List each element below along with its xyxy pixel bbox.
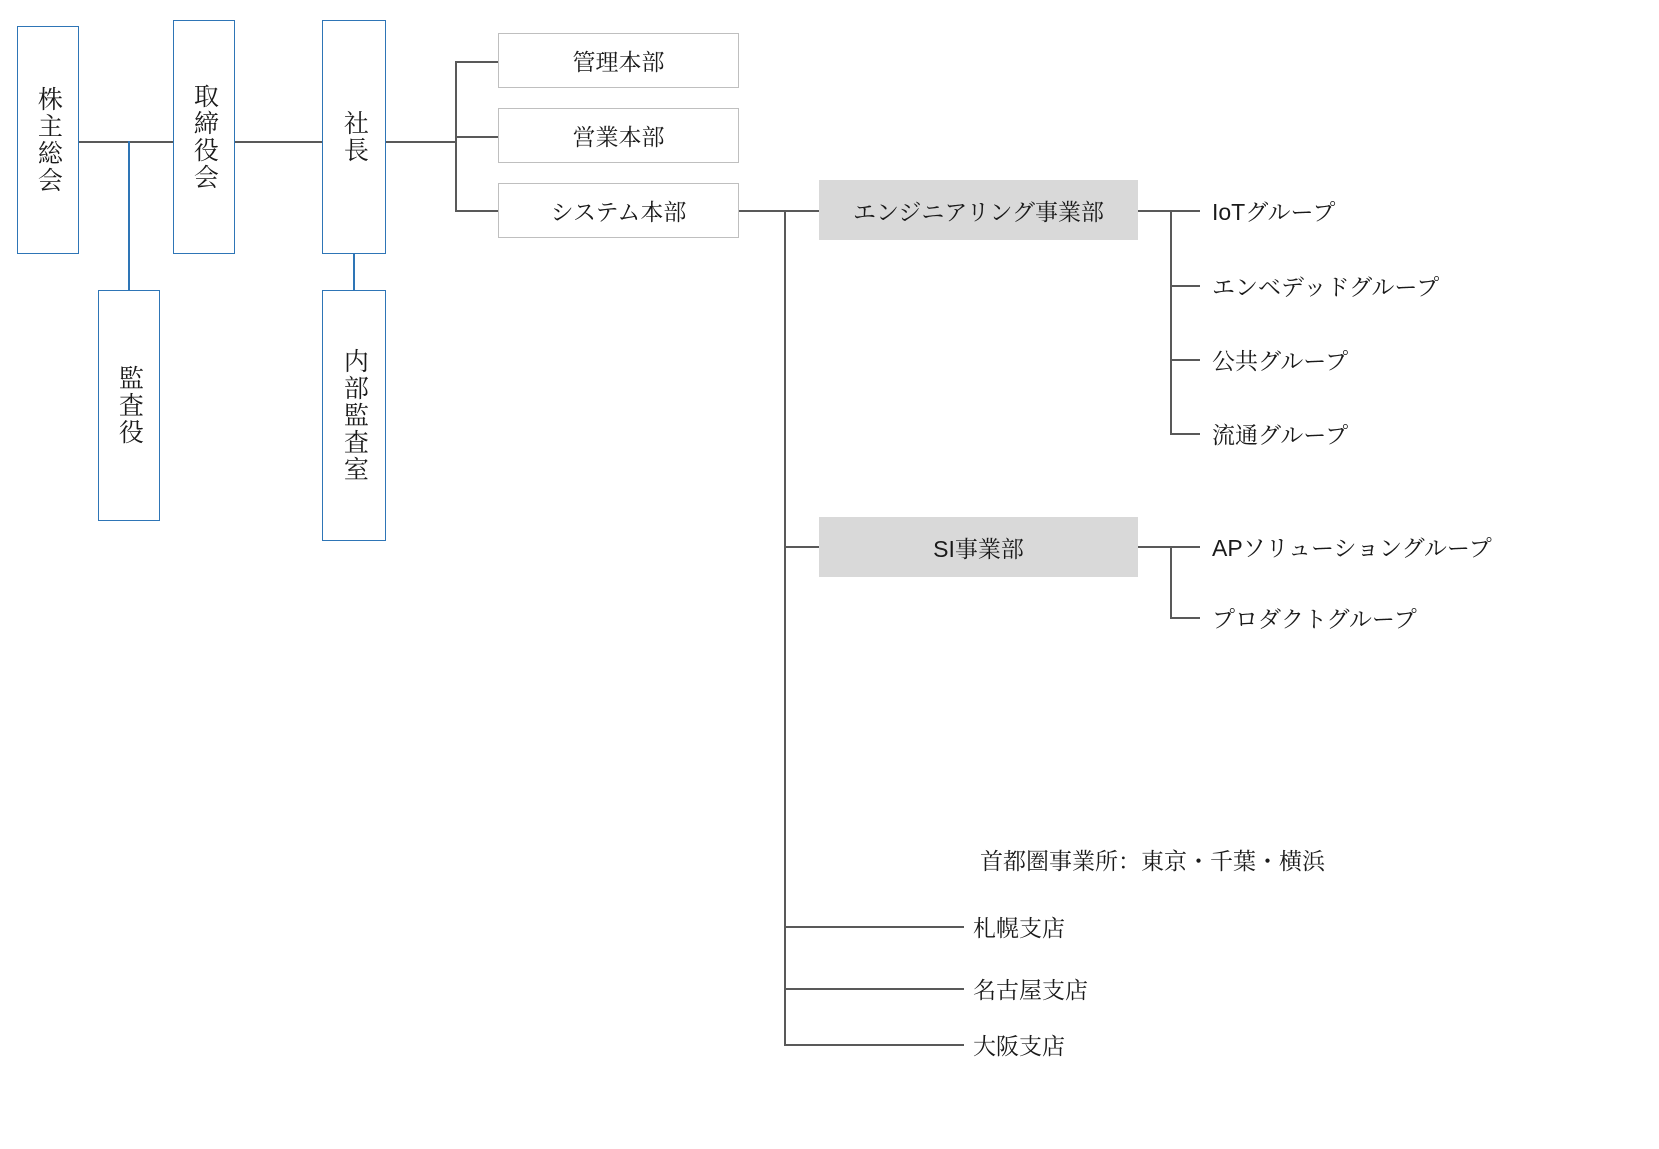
line-si-group-2: [1170, 617, 1200, 619]
line-hq-sales: [455, 136, 499, 138]
line-trunk-nagoya: [784, 988, 964, 990]
node-shareholders-meeting[interactable]: [17, 26, 79, 254]
line-engineering-stub: [1137, 210, 1171, 212]
node-label: エンジニアリング事業部: [852, 198, 1105, 225]
node-si-division[interactable]: [819, 517, 1138, 577]
node-group-public[interactable]: [1212, 341, 1552, 377]
node-label: 取締役会: [190, 83, 219, 191]
node-label: 札幌支店: [973, 914, 1065, 941]
line-engineering-group-3: [1170, 359, 1200, 361]
node-engineering-division[interactable]: [819, 180, 1138, 240]
node-label: SI事業部: [933, 535, 1024, 562]
line-engineering-group-2: [1170, 285, 1200, 287]
node-group-ap-solution[interactable]: [1212, 528, 1612, 564]
node-label: 管理本部: [572, 49, 665, 75]
line-engineering-groups-vertical: [1170, 210, 1172, 434]
note-label: 首都圏事業所：東京・千葉・横浜: [980, 847, 1325, 874]
node-label: 内部監査室: [340, 348, 369, 483]
node-group-product[interactable]: [1212, 599, 1612, 635]
node-label: APソリューショングループ: [1212, 534, 1492, 561]
node-auditor[interactable]: [98, 290, 160, 521]
node-label: プロダクトグループ: [1212, 605, 1417, 632]
line-board-president: [235, 141, 323, 143]
node-group-embedded[interactable]: [1212, 267, 1552, 303]
line-engineering-group-4: [1170, 433, 1200, 435]
node-admin-headquarters[interactable]: [498, 33, 739, 88]
node-system-headquarters[interactable]: [498, 183, 739, 238]
line-president-hq: [386, 141, 456, 143]
node-label: エンベデッドグループ: [1212, 273, 1440, 300]
node-branch-nagoya[interactable]: [973, 970, 1273, 1006]
node-sales-headquarters[interactable]: [498, 108, 739, 163]
node-branch-osaka[interactable]: [973, 1026, 1273, 1062]
line-system-to-trunk: [739, 210, 785, 212]
line-president-internal-audit: [353, 253, 355, 291]
node-label: IoTグループ: [1212, 198, 1336, 225]
node-label: 監査役: [115, 365, 144, 446]
node-label: 大阪支店: [973, 1032, 1065, 1059]
line-trunk-engineering: [784, 210, 820, 212]
node-branch-sapporo[interactable]: [973, 908, 1273, 944]
node-label: 流通グループ: [1212, 421, 1349, 448]
node-label: 公共グループ: [1212, 347, 1349, 374]
line-si-groups-vertical: [1170, 546, 1172, 618]
node-board-of-directors[interactable]: [173, 20, 235, 254]
line-si-stub: [1137, 546, 1171, 548]
line-trunk-sapporo: [784, 926, 964, 928]
node-label: 株主総会: [34, 86, 63, 194]
node-president[interactable]: [322, 20, 386, 254]
note-metropolitan-offices: [980, 841, 1480, 877]
node-group-iot[interactable]: [1212, 192, 1552, 228]
node-label: 営業本部: [572, 124, 665, 150]
line-engineering-group-1: [1170, 210, 1200, 212]
node-internal-audit-office[interactable]: [322, 290, 386, 541]
line-hq-system: [455, 210, 499, 212]
node-label: システム本部: [550, 199, 687, 225]
line-trunk-si: [784, 546, 820, 548]
line-shareholders-auditor-vertical: [128, 141, 130, 291]
node-group-distribution[interactable]: [1212, 415, 1552, 451]
node-label: 社長: [340, 110, 369, 164]
line-si-group-1: [1170, 546, 1200, 548]
node-label: 名古屋支店: [973, 976, 1088, 1003]
line-division-trunk-vertical: [784, 210, 786, 1045]
line-trunk-osaka: [784, 1044, 964, 1046]
line-hq-admin: [455, 61, 499, 63]
